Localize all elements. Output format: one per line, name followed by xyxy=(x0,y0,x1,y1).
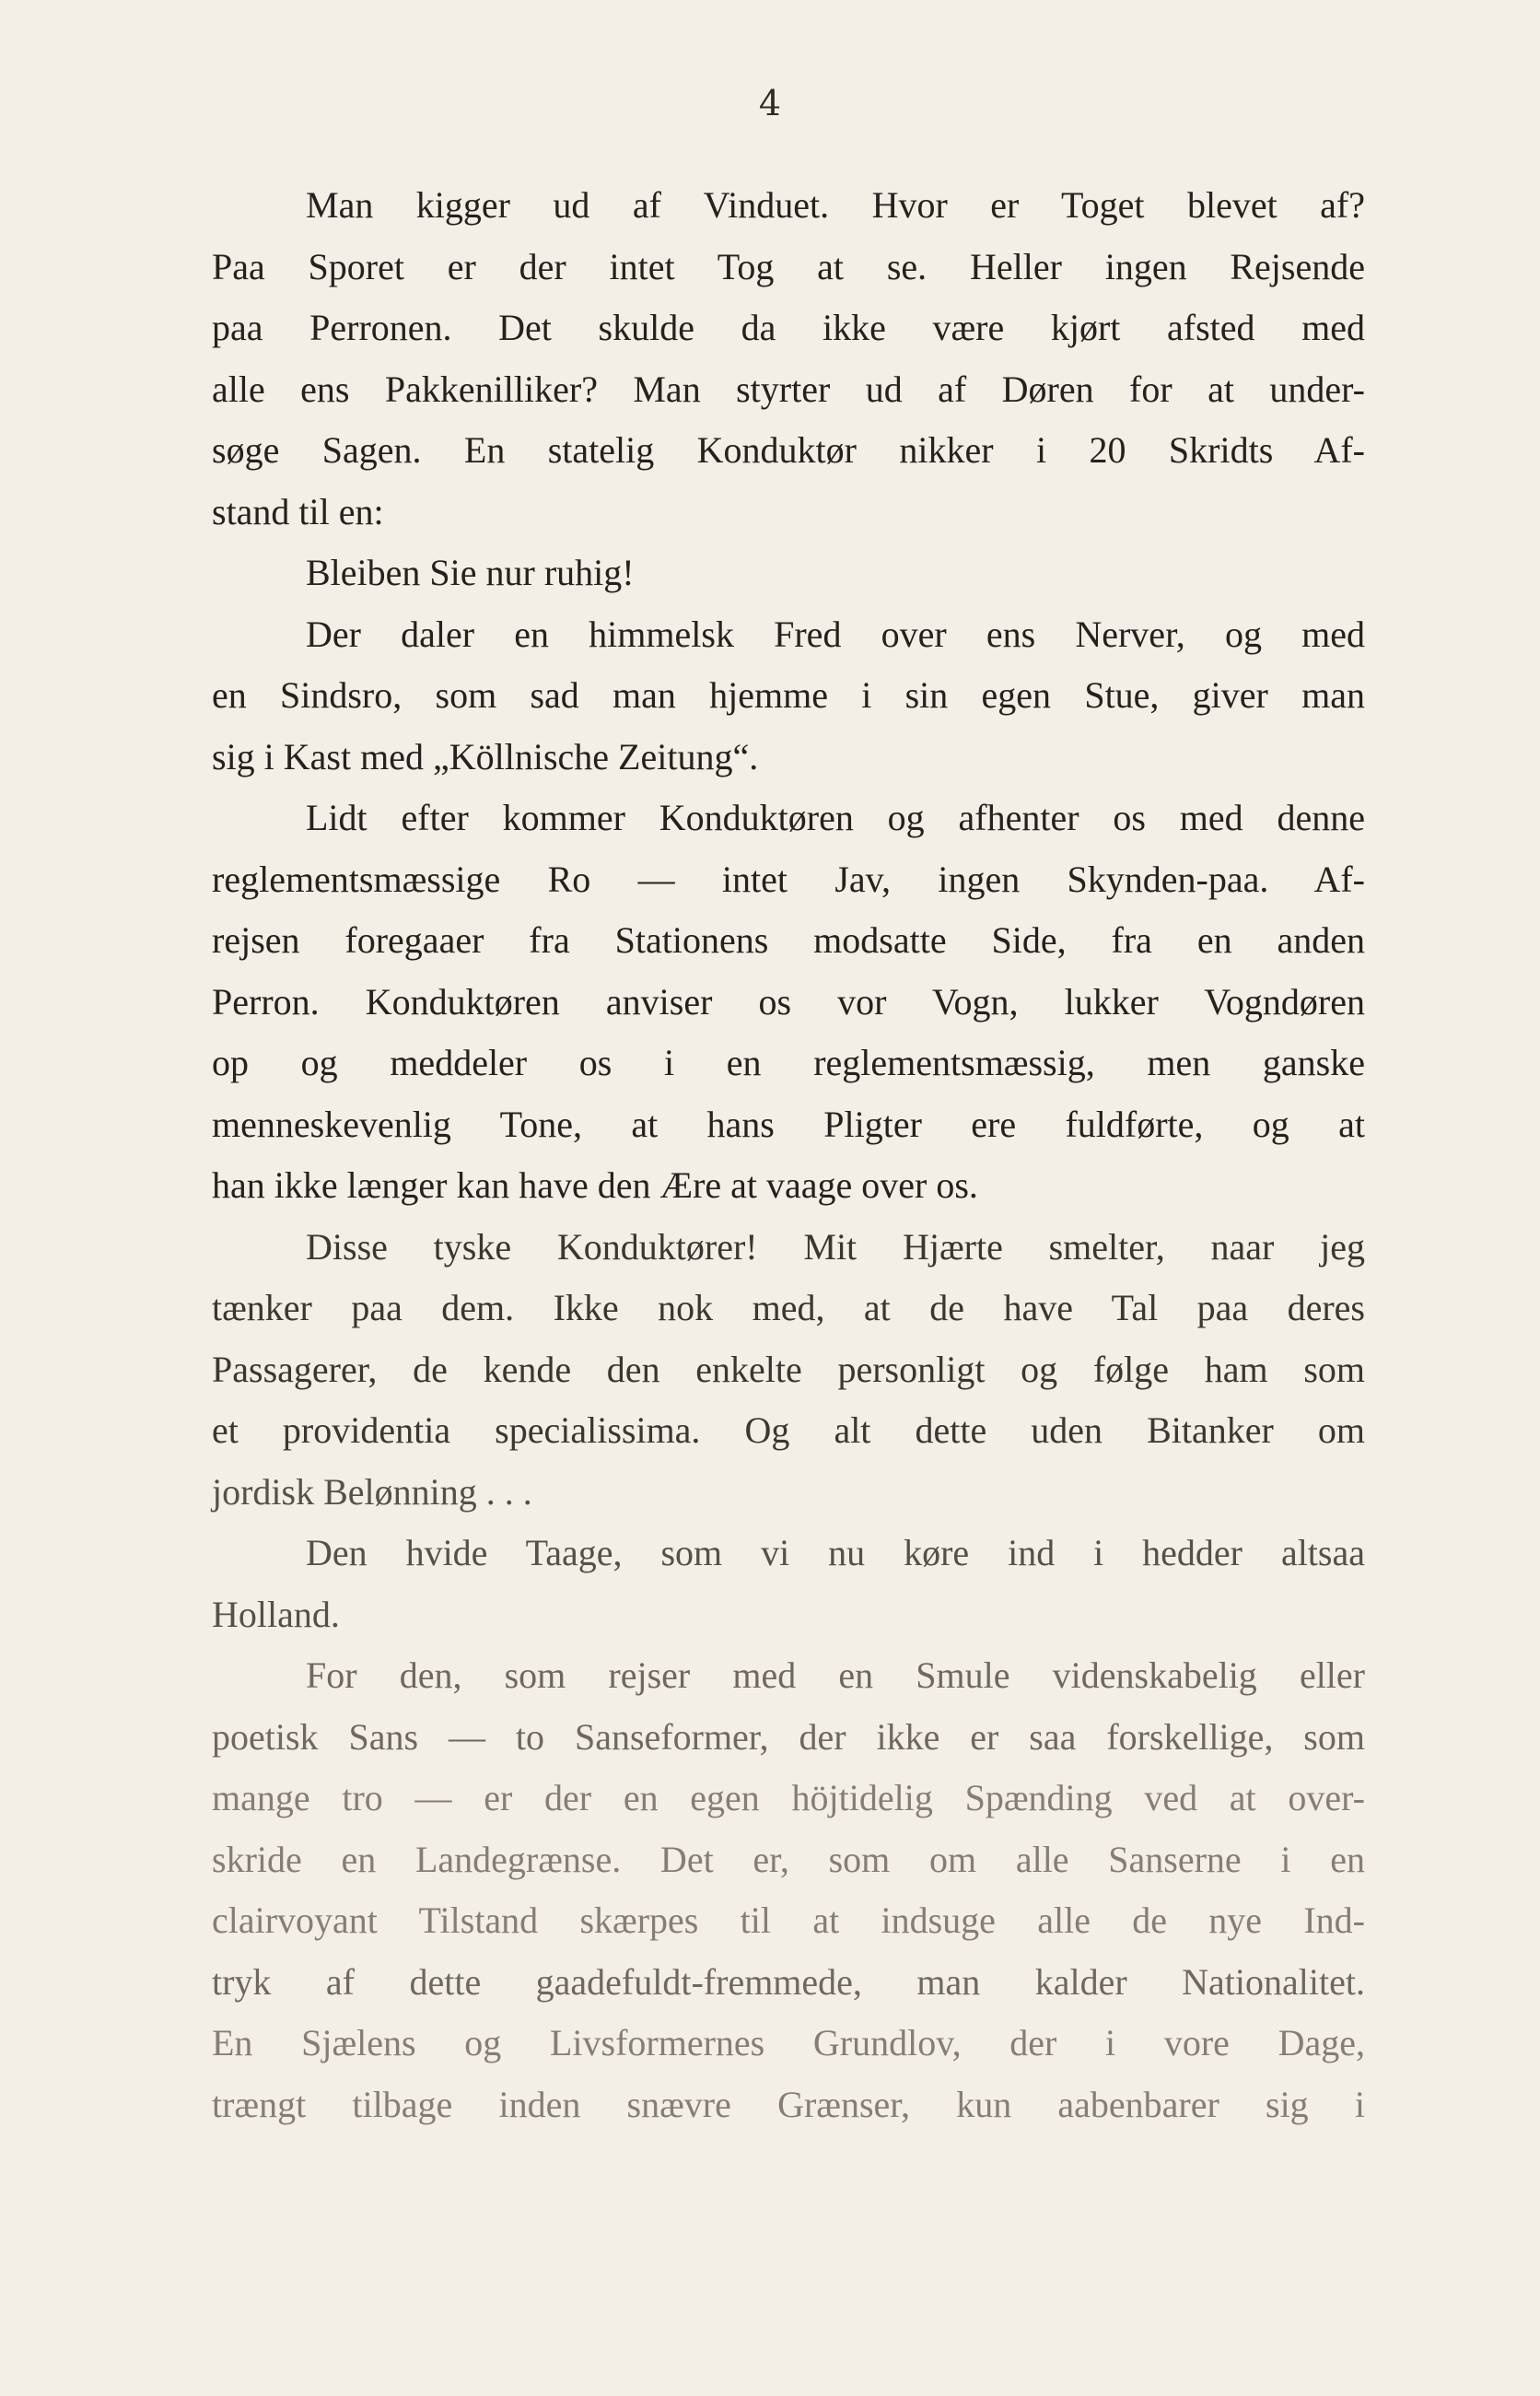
text-line: tænker paa dem. Ikke nok med, at de have Tal paa deres xyxy=(212,1287,1365,1328)
text-line: For den, som rejser med en Smule videnskabelig eller xyxy=(306,1654,1365,1696)
text-line: Perron. Konduktøren anviser os vor Vogn, lukker Vogndøren xyxy=(212,980,1365,1023)
page-number: 4 xyxy=(758,83,782,123)
text-line: han ikke længer kan have den Ære at vaage over os. xyxy=(212,1164,978,1206)
text-line: menneskevenlig Tone, at hans Pligter ere fuldførte, og at xyxy=(212,1103,1365,1145)
text-line: en Sindsro, som sad man hjemme i sin egen Stue, giver man xyxy=(212,674,1365,716)
text-line: skride en Landegrænse. Det er, som om alle Sanserne i en xyxy=(212,1838,1365,1880)
text-line: paa Perronen. Det skulde da ikke være kjørt afsted med xyxy=(212,307,1365,348)
text-line: tryk af dette gaadefuldt-fremmede, man kalder Nationalitet. xyxy=(212,1960,1365,2003)
text-line: Den hvide Taage, som vi nu køre ind i hedder altsaa xyxy=(306,1532,1365,1573)
text-line: op og meddeler os i en reglementsmæssig, men ganske xyxy=(212,1042,1365,1083)
text-line: trængt tilbage inden snævre Grænser, kun aabenbarer sig i xyxy=(212,2083,1365,2125)
text-line: søge Sagen. En statelig Konduktør nikker i 20 Skridts Af- xyxy=(212,429,1365,471)
text-line: Disse tyske Konduktører! Mit Hjærte smelter, naar jeg xyxy=(306,1225,1365,1268)
text-line: jordisk Belønning . . . xyxy=(212,1470,532,1513)
text-line: sig i Kast med „Köllnische Zeitung“. xyxy=(212,735,759,777)
text-line: En Sjælens og Livsformernes Grundlov, der i vore Dage, xyxy=(212,2022,1365,2063)
text-line: poetisk Sans — to Sanseformer, der ikke er saa forskellige, som xyxy=(212,1715,1365,1758)
text-line: stand til en: xyxy=(212,490,384,532)
text-line: Holland. xyxy=(212,1593,340,1635)
text-line: Bleiben Sie nur ruhig! xyxy=(306,552,635,593)
text-line: et providentia specialissima. Og alt dette uden Bitanker om xyxy=(212,1409,1365,1451)
text-line: Paa Sporet er der intet Tog at se. Heller ingen Rejsende xyxy=(212,245,1365,287)
text-line: clairvoyant Tilstand skærpes til at indsuge alle de nye Ind- xyxy=(212,1899,1365,1941)
text-line: reglementsmæssige Ro — intet Jav, ingen Skynden-paa. Af- xyxy=(212,858,1365,900)
text-line: Der daler en himmelsk Fred over ens Nerver, og med xyxy=(306,613,1365,655)
text-line: alle ens Pakkenilliker? Man styrter ud af Døren for at under- xyxy=(212,368,1365,410)
text-line: Man kigger ud af Vinduet. Hvor er Toget blevet af? xyxy=(306,184,1365,226)
text-line: rejsen foregaaer fra Stationens modsatte Side, fra en anden xyxy=(212,919,1365,961)
text-line: Passagerer, de kende den enkelte personligt og følge ham som xyxy=(212,1348,1365,1390)
text-line: Lidt efter kommer Konduktøren og afhenter os med denne xyxy=(306,797,1365,838)
text-line: mange tro — er der en egen höjtidelig Spænding ved at over- xyxy=(212,1777,1365,1818)
body-text xyxy=(212,175,1365,2135)
